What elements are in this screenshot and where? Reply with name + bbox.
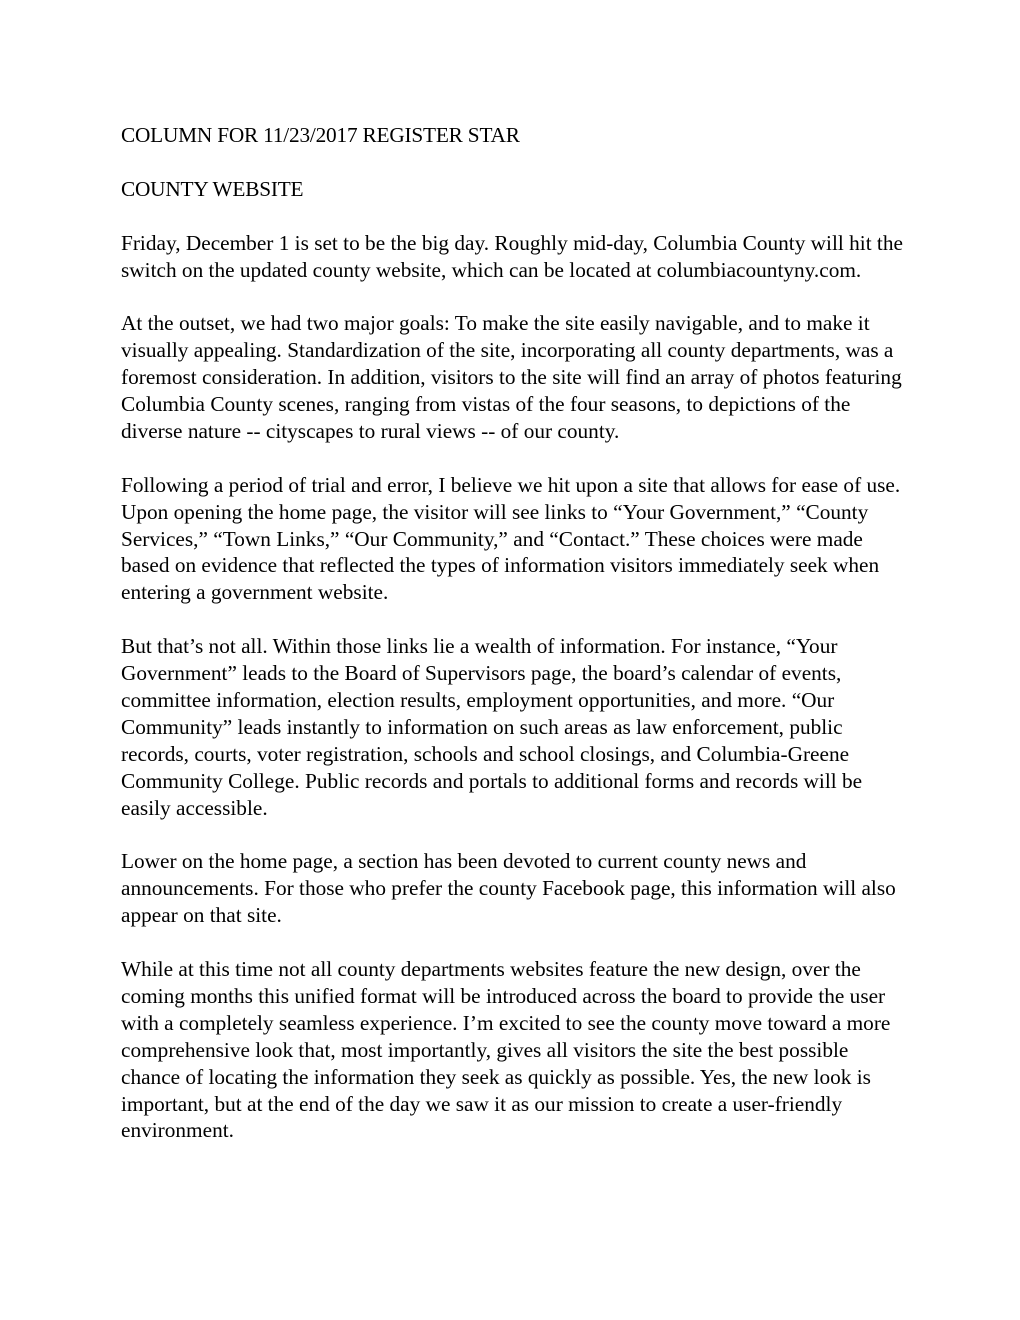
paragraph-goals: At the outset, we had two major goals: To make the site easily navigable, and to make it visually appealing. Standardization of the site, incorporating all county departments, was a foremost consideration. In addition, visitors to the site will find an array of photos featuring Columbia County scenes, ranging from vistas of the four seasons, to depictions of the diverse nature -- cityscapes to rural views -- of our county. [121, 311, 902, 443]
headline: COUNTY WEBSITE [121, 176, 304, 201]
paragraph-link-contents: But that’s not all. Within those links lie a wealth of information. For instance, “Your Government” leads to the Board of Supervisors page, the board’s calendar of events, committee information, election results, employment opportunities, and more. “Our Community” leads instantly to information on such areas as law enforcement, public records, courts, voter registration, schools and school closings, and Columbia-Greene Community College. Public records and portals to additional forms and records will be easily accessible. [121, 634, 863, 820]
paragraph-launch-date: Friday, December 1 is set to be the big day. Roughly mid-day, Columbia County will hit the switch on the updated county website, which can be located at columbiacountyny.com. [121, 230, 903, 282]
paragraph-home-page-links: Following a period of trial and error, I believe we hit upon a site that allows for ease of use. Upon opening the home page, the visitor will see links to “Your Government,” “County Services,” “Town Links,” “Our Community,” and “Contact.” These choices were made based on evidence that reflected the types of information visitors immediately seek when entering a government website. [121, 472, 901, 605]
paragraph-conclusion: While at this time not all county departments websites feature the new design, over the coming months this unified format will be introduced across the board to provide the user with a completely seamless experience. I’m excited to see the county move toward a more comprehensive look that, most importantly, gives all visitors the site the best possible chance of locating the information they seek as quickly as possible. Yes, the new look is important, but at the end of the day we saw it as our mission to create a user-friendly environment. [121, 956, 891, 1143]
column-date-line: COLUMN FOR 11/23/2017 REGISTER STAR [121, 123, 520, 147]
document-page [121, 122, 911, 1171]
paragraph-news-section: Lower on the home page, a section has been devoted to current county news and announcements. For those who prefer the county Facebook page, this information will also appear on that site. [121, 849, 896, 928]
